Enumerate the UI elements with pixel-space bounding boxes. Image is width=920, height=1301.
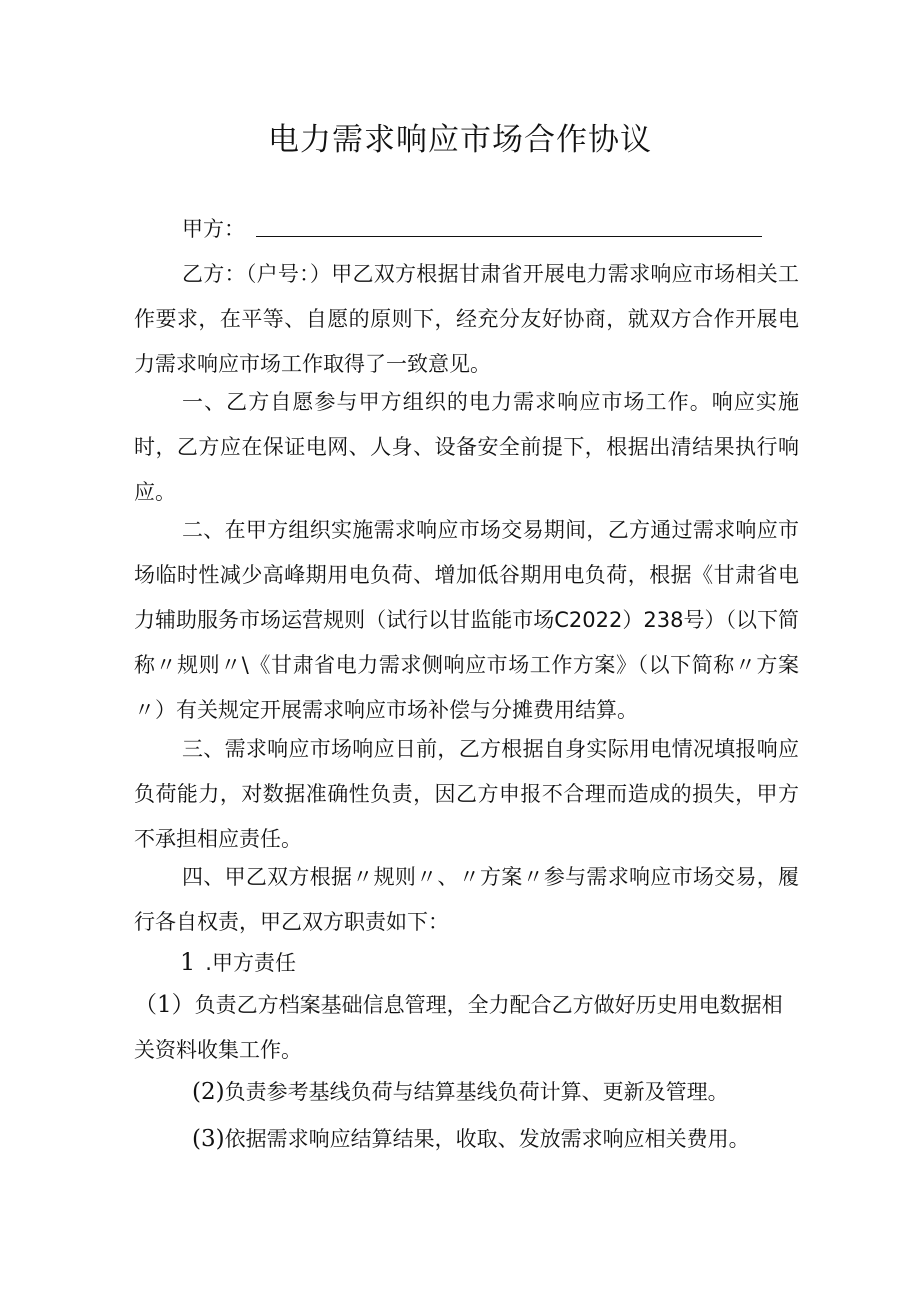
paragraph-clause-3: 三、需求响应市场响应日前，乙方根据自身实际用电情况填报响应负荷能力，对数据准确性负责，因乙方申报不合理而造成的损失，甲方不承担相应责任。 xyxy=(134,737,799,851)
paragraph-clause-2: 二、在甲方组织实施需求响应市场交易期间，乙方通过需求响应市场临时性减少高峰期用电负荷、增加低谷期用电负荷，根据《甘肃省电力辅助服务市场运营规则（试行以甘监能市场C2022）238号）（以下简称〃规则〃\《甘肃省电力需求侧响应市场工作方案》（以下简称〃方案〃）有关规定开展需求响应市场补偿与分摊费用结算。 xyxy=(134,518,799,722)
item-1-number: 1 xyxy=(180,948,196,976)
item-1-label: .甲方责任 xyxy=(205,951,296,975)
sub-item-3 xyxy=(192,1117,750,1162)
sub-item-2-number: (2) xyxy=(192,1079,225,1105)
party-a-blank-line xyxy=(256,236,762,237)
sub-item-3-number: (3) xyxy=(192,1126,225,1152)
sub-item-2 xyxy=(192,1070,729,1115)
paragraph-clause-1: 一、乙方自愿参与甲方组织的电力需求响应市场工作。响应实施时，乙方应在保证电网、人身、设备安全前提下，根据出清结果执行响应。 xyxy=(134,390,799,504)
paragraph-clause-4: 四、甲乙双方根据〃规则〃、〃方案〃参与需求响应市场交易，履行各自权责，甲乙双方职责如下： xyxy=(134,865,799,934)
item-1-heading xyxy=(180,940,296,986)
party-a-label: 甲方： xyxy=(182,217,245,241)
sub-item-1-number: （1） xyxy=(134,992,195,1018)
sub-item-1-text: 负责乙方档案基础信息管理，全力配合乙方做好历史用电数据相关资料收集工作。 xyxy=(134,993,783,1062)
sub-item-2-text: 负责参考基线负荷与结算基线负荷计算、更新及管理。 xyxy=(224,1080,729,1104)
paragraph-party-b: 乙方：（户号：）甲乙双方根据甘肃省开展电力需求响应市场相关工作要求，在平等、自愿的原则下，经充分友好协商，就双方合作开展电力需求响应市场工作取得了一致意见。 xyxy=(134,262,799,376)
sub-item-1 xyxy=(134,983,799,1073)
document-title: 电力需求响应市场合作协议 xyxy=(268,122,652,158)
sub-item-3-text: 依据需求响应结算结果，收取、发放需求响应相关费用。 xyxy=(224,1127,750,1151)
